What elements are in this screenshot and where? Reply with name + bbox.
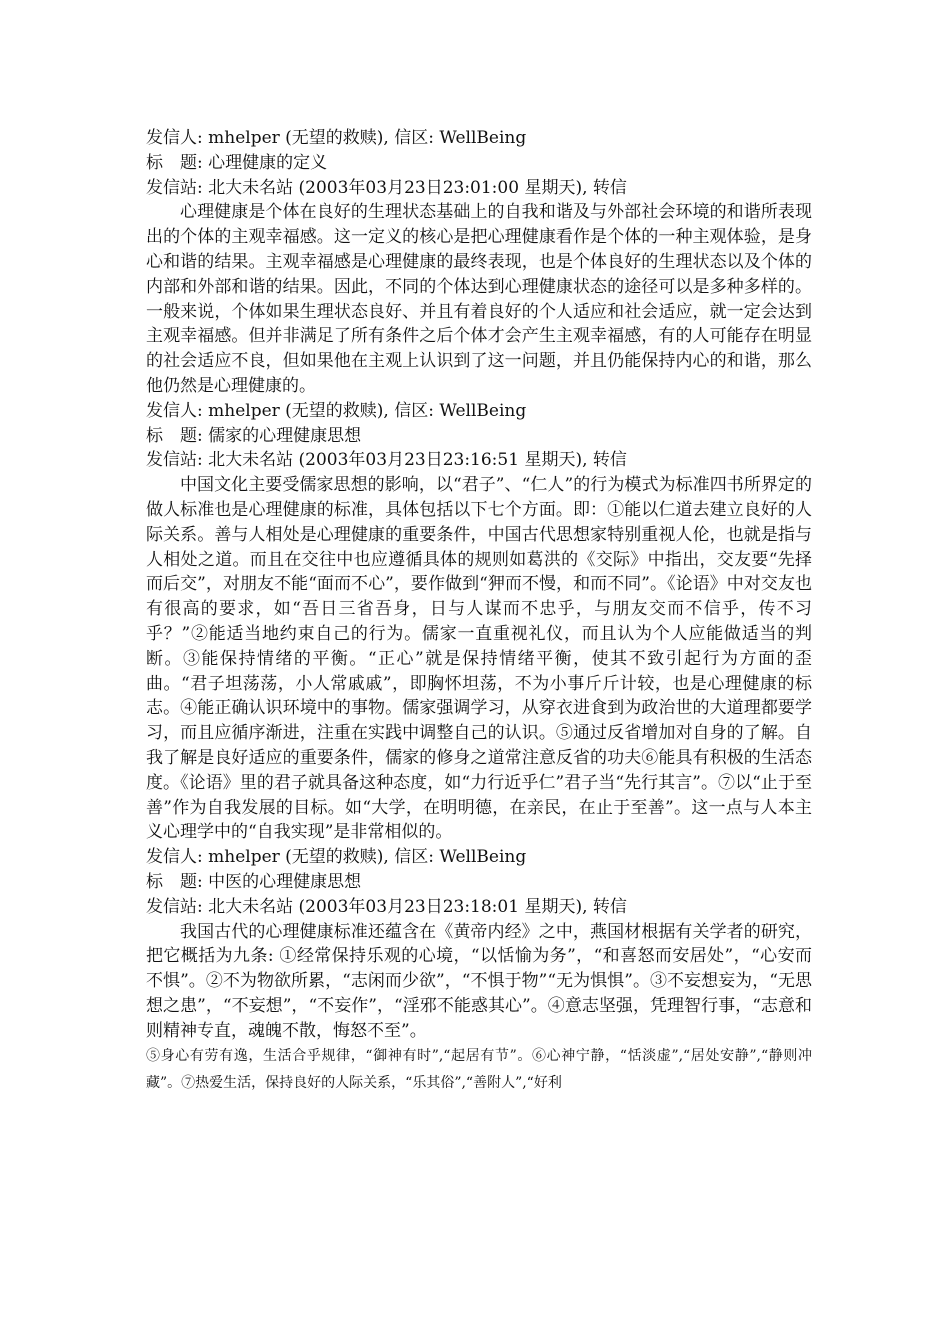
post-sender: 发信人: mhelper (无望的救赎), 信区: WellBeing (146, 128, 527, 148)
post-title: 标 题: 心理健康的定义 (146, 152, 328, 173)
post-title: 标 题: 儒家的心理健康思想 (146, 425, 362, 446)
post-body: 我国古代的心理健康标准还蕴含在《黄帝内经》之中，燕国材根据有关学者的研究，把它概括为九条: ①经常保持乐观的心境，“以恬愉为务”，“和喜怒而安居处”，“心安而不惧”。②不为物欲所累，“志闲而少欲”，“不惧于物”“无为惧惧”。③不妄想妄为，“无思想之患”，“不妄想”，“不妄作”，“淫邪不能惑其心”。④意志坚强，凭理智行事，“志意和则精神专直，魂魄不散，悔怒不至”。 (146, 921, 812, 1041)
post-body: 中国文化主要受儒家思想的影响，以“君子”、“仁人”的行为模式为标准四书所界定的做人标准也是心理健康的标准，具体包括以下七个方面。即：①能以仁道去建立良好的人际关系。善与人相处是心理健康的重要条件，中国古代思想家特别重视人伦，也就是指与人相处之道。而且在交往中也应遵循具体的规则如葛洪的《交际》中指出，交友要“先择而后交”，对朋友不能“面而不心”，要作做到“狎而不慢，和而不同”。《论语》中对交友也有很高的要求，如“吾日三省吾身，日与人谋而不忠乎，与朋友交而不信乎，传不习乎？”②能适当地约束自己的行为。儒家一直重视礼仪，而且认为个人应能做适当的判断。③能保持情绪的平衡。“正心”就是保持情绪平衡，使其不致引起行为方面的歪曲。“君子坦荡荡，小人常戚戚”，即胸怀坦荡，不为小事斤斤计较，也是心理健康的标志。④能正确认识环境中的事物。儒家强调学习，从穿衣进食到为政治世的大道理都要学习，而且应循序渐进，注重在实践中调整自己的认识。⑤通过反省增加对自身的了解。自我了解是良好适应的重要条件，儒家的修身之道常注意反省的功夫⑥能具有积极的生活态度。《论语》里的君子就具备这种态度，如“力行近乎仁”君子当“先行其言”。⑦以“止于至善”作为自我发展的目标。如“大学，在明明德，在亲民，在止于至善”。这一点与人本主义心理学中的“自我实现”是非常相似的。 (146, 475, 812, 843)
document-page (146, 126, 812, 1097)
post-body-continued: ⑤身心有劳有逸，生活合乎规律，“御神有时”,“起居有节”。⑥心神宁静，“恬淡虚”,“居处安静”,“静则冲藏”。⑦热爱生活，保持良好的人际关系，“乐其俗”,“善附人”,“好利 (146, 1048, 812, 1092)
post-3 (146, 845, 812, 1097)
post-station: 发信站: 北大未名站 (2003年03月23日23:18:01 星期天), 转信 (146, 896, 627, 917)
post-2 (146, 399, 812, 845)
post-title: 标 题: 中医的心理健康思想 (146, 871, 362, 892)
post-sender: 发信人: mhelper (无望的救赎), 信区: WellBeing (146, 400, 527, 421)
post-station: 发信站: 北大未名站 (2003年03月23日23:01:00 星期天), 转信 (146, 177, 627, 198)
post-station: 发信站: 北大未名站 (2003年03月23日23:16:51 星期天), 转信 (146, 450, 627, 471)
post-1 (146, 126, 812, 399)
post-body: 心理健康是个体在良好的生理状态基础上的自我和谐及与外部社会环境的和谐所表现出的个体的主观幸福感。这一定义的核心是把心理健康看作是个体的一种主观体验，是身心和谐的结果。主观幸福感是心理健康的最终表现，也是个体良好的生理状态以及个体的内部和外部和谐的结果。因此，不同的个体达到心理健康状态的途径可以是多种多样的。一般来说，个体如果生理状态良好、并且有着良好的个人适应和社会适应，就一定会达到主观幸福感。但并非满足了所有条件之后个体才会产生主观幸福感，有的人可能存在明显的社会适应不良，但如果他在主观上认识到了这一问题，并且仍能保持内心的和谐，那么他仍然是心理健康的。 (146, 202, 812, 396)
post-sender: 发信人: mhelper (无望的救赎), 信区: WellBeing (146, 847, 527, 868)
